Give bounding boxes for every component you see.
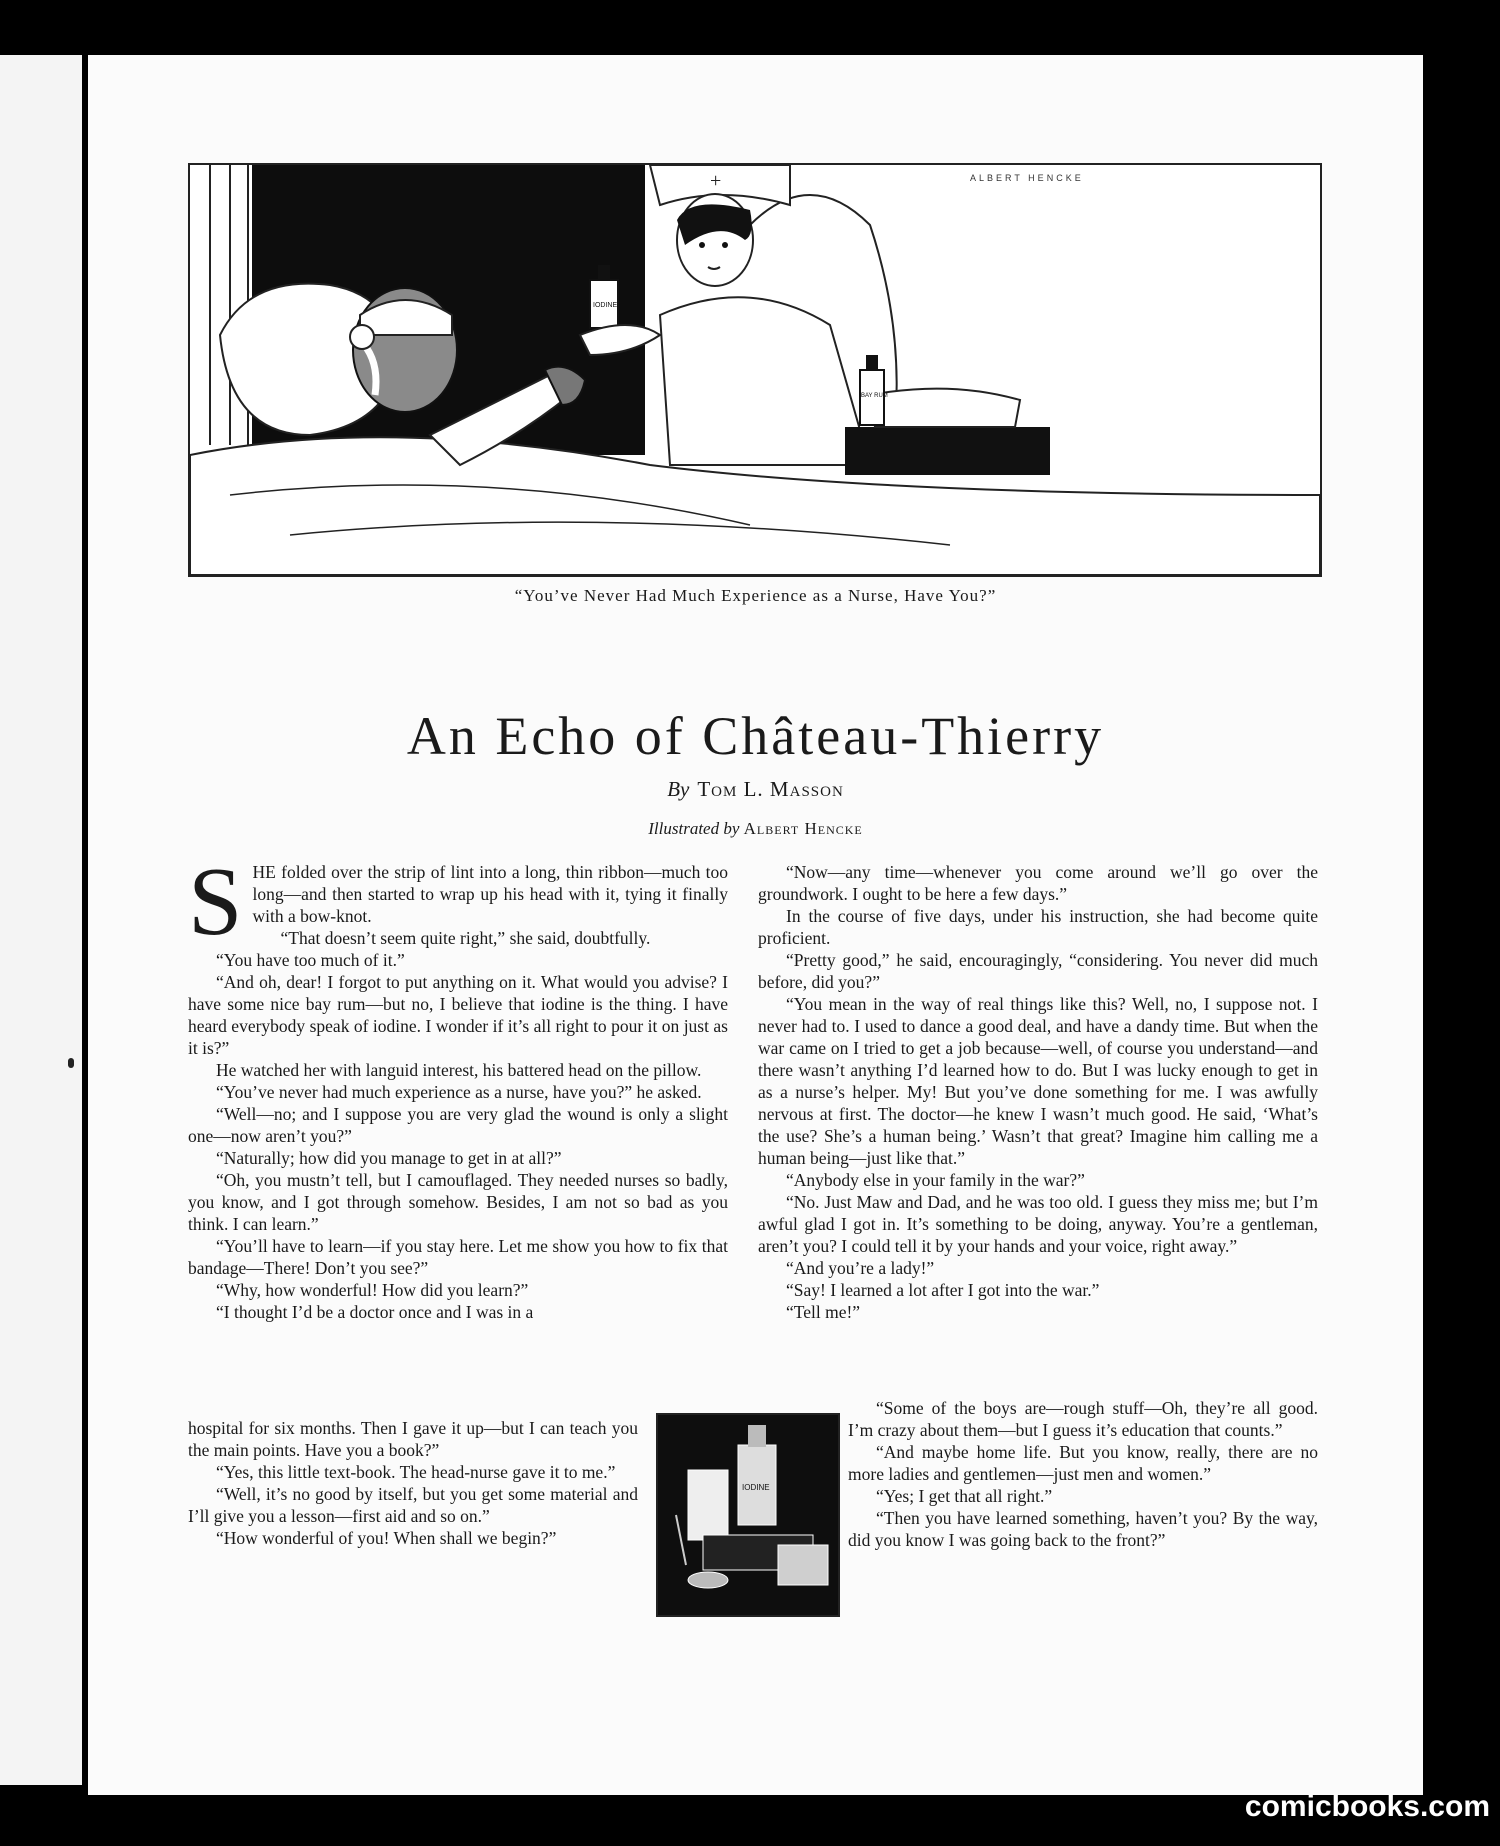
paragraph: “Well—no; and I suppose you are very glad the wound is only a slight one—now aren’t you?”	[188, 1104, 728, 1146]
article-title: An Echo of Château-Thierry	[406, 706, 1105, 766]
spot-bottle-label: IODINE	[742, 1483, 770, 1492]
bottle-label-bay-rum: BAY RUM	[861, 393, 888, 399]
paragraph: “Yes; I get that all right.”	[876, 1486, 1053, 1506]
paragraph: “Why, how wonderful! How did you learn?”	[216, 1280, 529, 1300]
paragraph: “Yes, this little text-book. The head-nurse gave it to me.”	[216, 1462, 616, 1482]
right-column-bottom	[848, 1397, 1318, 1551]
left-column-top	[188, 848, 728, 1323]
paragraph: “No. Just Maw and Dad, and he was too old. I guess they miss me; but I’m awful glad I got in. It’s something to be doing, anyway. You’re a gentleman, aren’t you? I could tell it by your hands and your voice, right away.”	[758, 1192, 1318, 1256]
paragraph: “Pretty good,” he said, encouragingly, “considering. You never did much before, did you?”	[758, 950, 1318, 992]
nurse-patient-drawing	[190, 165, 1320, 575]
svg-text:+: +	[710, 170, 722, 192]
paragraph: “Oh, you mustn’t tell, but I camouflaged. They needed nurses so badly, you know, and I got through somehow. Besides, I am not so bad as you think. I can learn.”	[188, 1170, 728, 1234]
medicine-bottles-drawing	[658, 1415, 838, 1615]
paragraph: “And maybe home life. But you know, really, there are no more ladies and gentlemen—just men and women.”	[848, 1442, 1318, 1484]
paragraph: In the course of five days, under his instruction, she had become quite proficient.	[758, 906, 1318, 948]
paragraph: “You have too much of it.”	[216, 950, 405, 970]
paragraph: hospital for six months. Then I gave it up—but I can teach you the main points. Have you a book?”	[188, 1418, 638, 1460]
paragraph: “I thought I’d be a doctor once and I was in a	[216, 1302, 534, 1322]
page-mark	[68, 1058, 74, 1068]
drop-cap: S	[188, 848, 243, 956]
right-column-top	[758, 861, 1318, 1323]
paragraph: “You’ll have to learn—if you stay here. Let me show you how to fix that bandage—There! Don’t you see?”	[188, 1236, 728, 1278]
illustration-caption: “You’ve Never Had Much Experience as a Nurse, Have You?”	[514, 586, 997, 605]
paragraph: “Well, it’s no good by itself, but you get some material and I’ll give you a lesson—first aid and so on.”	[188, 1484, 638, 1526]
illustrator-credit	[88, 819, 1423, 839]
paragraph: “Anybody else in your family in the war?”	[786, 1170, 1085, 1190]
paragraph: “You’ve never had much experience as a nurse, have you?” he asked.	[216, 1082, 702, 1102]
facing-page-edge	[0, 55, 82, 1785]
left-column-bottom	[188, 1417, 638, 1549]
paragraph: “Then you have learned something, haven’t you? By the way, did you know I was going back to the front?”	[848, 1508, 1318, 1550]
artist-signature: ALBERT HENCKE	[970, 173, 1084, 183]
header-illustration	[188, 163, 1322, 577]
byline	[88, 777, 1423, 802]
paragraph: “Some of the boys are—rough stuff—Oh, they’re all good. I’m crazy about them—but I guess it’s education that counts.”	[848, 1398, 1318, 1440]
paragraph: “Now—any time—whenever you come around we’ll go over the groundwork. I ought to be here a few days.”	[758, 862, 1318, 904]
paragraph: “And oh, dear! I forgot to put anything on it. What would you advise? I have some nice bay rum—but no, I believe that iodine is the thing. I have heard everybody speak of iodine. I wonder if it’s all right to pour it on just as it is?”	[188, 972, 728, 1058]
paragraph: “And you’re a lady!”	[786, 1258, 935, 1278]
byline-by: By	[667, 777, 690, 801]
paragraph: HE folded over the strip of lint into a long, thin ribbon—much too long—and then started to wrap up his head with it, tying it finally with a bow-knot.	[252, 862, 728, 926]
paragraph: “You mean in the way of real things like this? Well, no, I suppose not. I never had to. I used to dance a good deal, and have a dandy time. But when the war came on I tried to get a job because—well, of course you understand—and there wasn’t anything I’d learned how to do. But I was lucky enough to get in as a nurse’s helper. My! But you’ve done something for me. I was awfully nervous at first. The doctor—he knew I wasn’t much good. He said, ‘What’s the use? She’s a human being.’ Wasn’t that great? Imagine him calling me a human being—just like that.”	[758, 994, 1318, 1168]
paragraph: “Tell me!”	[786, 1302, 861, 1322]
illustrator-label: Illustrated by	[648, 819, 740, 838]
paragraph: “Say! I learned a lot after I got into the war.”	[786, 1280, 1100, 1300]
paragraph: “That doesn’t seem quite right,” she said, doubtfully.	[280, 928, 651, 948]
author-name: Tom L. Masson	[697, 777, 844, 801]
paragraph: “Naturally; how did you manage to get in at all?”	[216, 1148, 562, 1168]
paragraph: “How wonderful of you! When shall we begin?”	[216, 1528, 557, 1548]
magazine-page	[88, 55, 1423, 1795]
spot-illustration-medicine	[656, 1413, 840, 1617]
paragraph: He watched her with languid interest, his battered head on the pillow.	[216, 1060, 702, 1080]
site-watermark: comicbooks.com	[1244, 1790, 1490, 1823]
bottle-label-iodine: IODINE	[593, 302, 618, 309]
illustrator-name: Albert Hencke	[743, 819, 863, 838]
